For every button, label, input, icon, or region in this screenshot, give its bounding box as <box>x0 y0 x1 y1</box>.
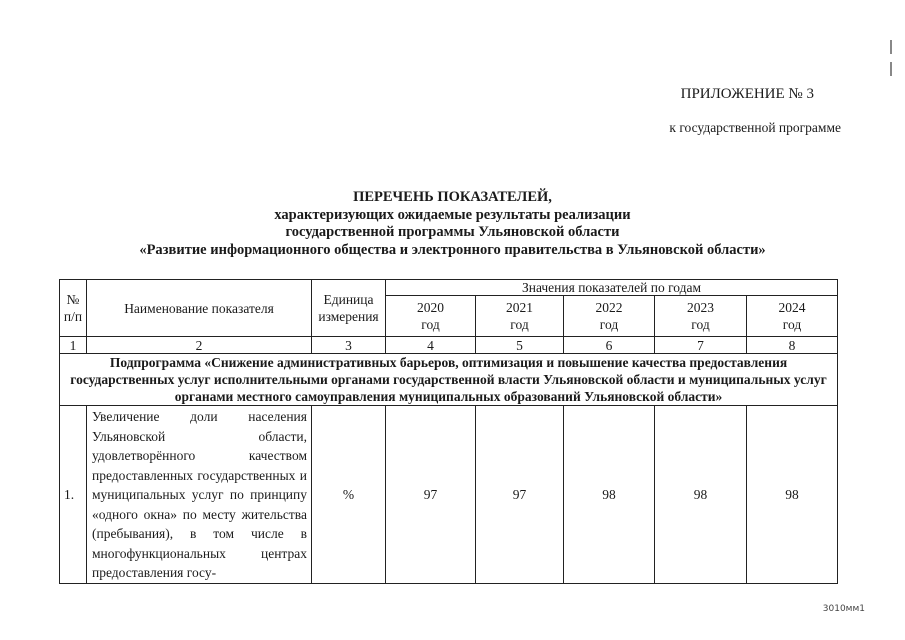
indicators-table <box>59 279 838 584</box>
header-year-2024: 2024 год <box>747 296 838 337</box>
title-line-2: характеризующих ожидаемые результаты реализации <box>274 206 631 223</box>
column-number: 5 <box>476 337 564 354</box>
column-numbering-row <box>60 337 838 354</box>
header-year-2020: 2020 год <box>386 296 476 337</box>
indicator-unit: % <box>312 406 386 584</box>
scan-edge-mark <box>890 62 892 76</box>
value-2023: 98 <box>655 406 747 584</box>
indicator-name: Увеличение доли населения Ульяновской области, удовлетворённого качеством предоставленных государственных и муниципальных услуг по принципу «одного окна» по месту жительства (пребывания), в том числе в многофункциональных центрах предоставления госу- <box>87 406 312 584</box>
header-unit: Единица измерения <box>312 280 386 337</box>
column-number: 6 <box>564 337 655 354</box>
appendix-subtitle: к государственной программе <box>669 120 841 135</box>
header-year-2022: 2022 год <box>564 296 655 337</box>
title-line-3: государственной программы Ульяновской области <box>285 224 620 240</box>
document-title <box>0 189 905 259</box>
column-number: 8 <box>747 337 838 354</box>
appendix-title: ПРИЛОЖЕНИЕ № 3 <box>680 86 814 102</box>
column-number: 7 <box>655 337 747 354</box>
header-year-2021: 2021 год <box>476 296 564 337</box>
column-number: 2 <box>87 337 312 354</box>
column-number: 1 <box>60 337 87 354</box>
header-number: № п/п <box>60 280 87 337</box>
value-2020: 97 <box>386 406 476 584</box>
subprogram-title: Подпрограмма «Снижение административных барьеров, оптимизация и повышение качества предоставления государственных услуг исполнительными органами государственной власти Ульяновской области и муниципальных услуг органами местного самоуправления муниципальных образований Ульяновской области» <box>60 354 838 406</box>
scan-edge-mark <box>890 40 892 54</box>
column-number: 4 <box>386 337 476 354</box>
header-indicator-name: Наименование показателя <box>87 280 312 337</box>
header-year-2023: 2023 год <box>655 296 747 337</box>
value-2022: 98 <box>564 406 655 584</box>
row-number: 1. <box>60 406 87 584</box>
column-number: 3 <box>312 337 386 354</box>
title-line-1: ПЕРЕЧЕНЬ ПОКАЗАТЕЛЕЙ, <box>353 189 552 205</box>
value-2024: 98 <box>747 406 838 584</box>
title-line-4: «Развитие информационного общества и электронного правительства в Ульяновской области» <box>139 241 766 258</box>
header-values-by-year: Значения показателей по годам <box>386 280 838 296</box>
value-2021: 97 <box>476 406 564 584</box>
footer-code: 3010мм1 <box>822 604 865 614</box>
subprogram-row <box>60 354 838 406</box>
table-row <box>60 406 838 584</box>
